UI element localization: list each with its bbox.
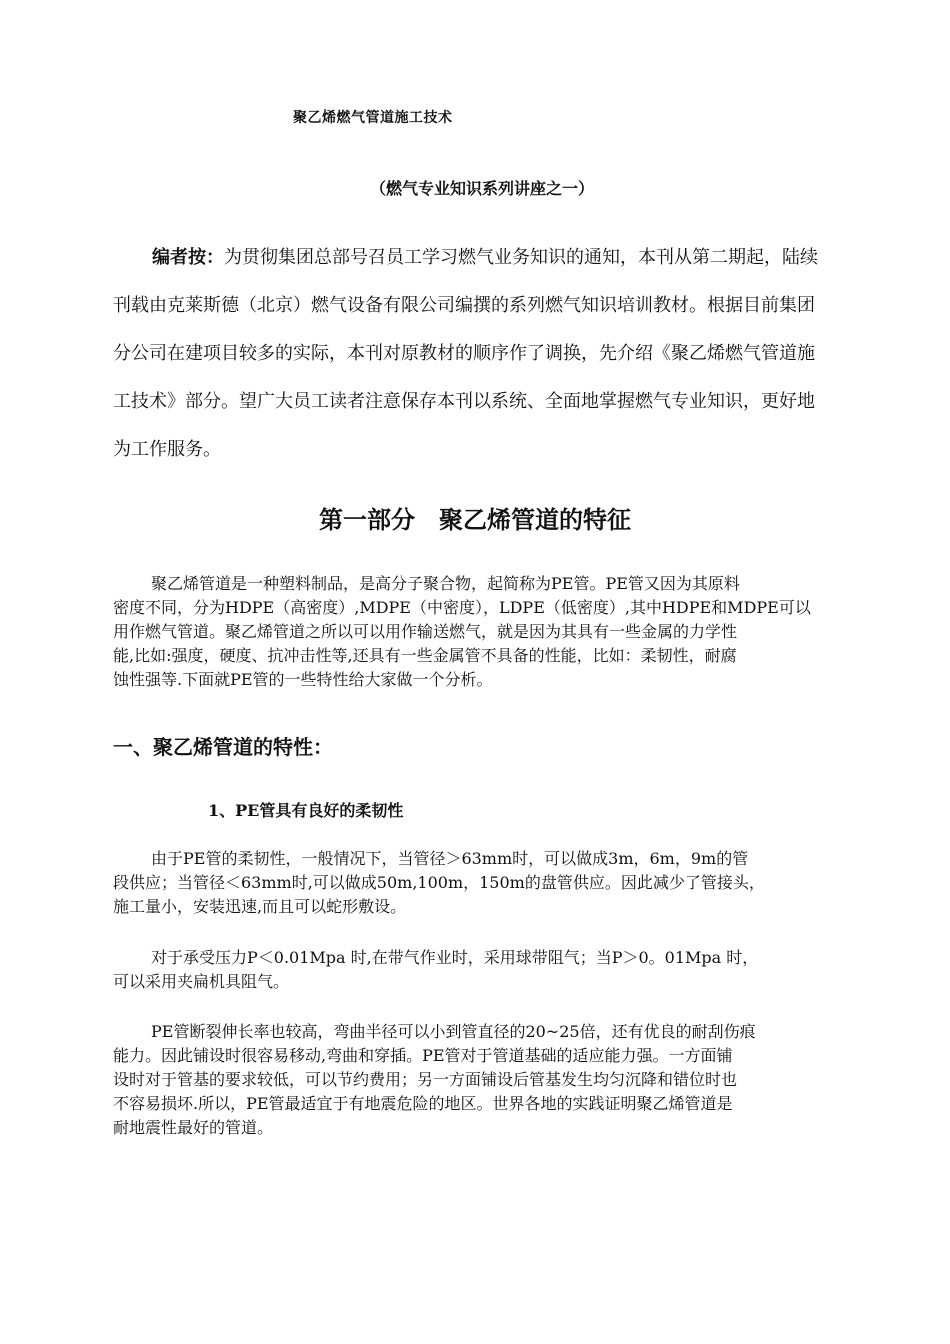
section-heading: 一、聚乙烯管道的特性：	[113, 735, 333, 759]
document-title: 聚乙烯燃气管道施工技术	[293, 110, 453, 126]
paragraph-line: PE管断裂伸长率也较高，弯曲半径可以小到管直径的20~25倍，还有优良的耐刮伤痕	[151, 1022, 756, 1041]
intro-paragraph	[113, 572, 863, 692]
paragraph-line: 用作燃气管道。聚乙烯管道之所以可以用作输送燃气，就是因为其具有一些金属的力学性	[113, 622, 738, 641]
document-subtitle: （燃气专业知识系列讲座之一）	[370, 179, 595, 198]
paragraph-line: 耐地震性最好的管道。	[113, 1118, 274, 1137]
editor-note-label: 编者按：	[152, 247, 224, 268]
paragraph-line: 能力。因此铺设时很容易移动,弯曲和穿插。PE管对于管道基础的适应能力强。一方面铺	[113, 1046, 733, 1065]
editor-note	[113, 234, 863, 474]
paragraph-line: 段供应；当管径＜63mm时,可以做成50m,100m，150m的盘管供应。因此减少了管接头，	[113, 873, 765, 892]
editor-note-line: 分公司在建项目较多的实际，本刊对原教材的顺序作了调换，先介绍《聚乙烯燃气管道施	[113, 343, 815, 364]
editor-note-line	[113, 234, 863, 282]
editor-note-line: 工技术》部分。望广大员工读者注意保存本刊以系统、全面地掌握燃气专业知识，更好地	[113, 391, 815, 412]
paragraph-line: 可以采用夹扁机具阻气。	[113, 972, 290, 991]
editor-note-line: 刊载由克莱斯德（北京）燃气设备有限公司编撰的系列燃气知识培训教材。根据目前集团	[113, 295, 815, 316]
paragraph-line: 不容易损坏.所以，PE管最适宜于有地震危险的地区。世界各地的实践证明聚乙烯管道是	[113, 1094, 733, 1113]
paragraph-line: 蚀性强等.下面就PE管的一些特性给大家做一个分析。	[113, 670, 493, 689]
editor-note-line: 为工作服务。	[113, 439, 221, 460]
sub-heading: 1、PE管具有良好的柔韧性	[208, 801, 404, 820]
flexibility-paragraph	[113, 847, 863, 919]
paragraph-line: 对于承受压力P＜0.01Mpa 时,在带气作业时，采用球带阻气；当P＞0。01Mpa 时，	[151, 948, 759, 967]
paragraph-line: 施工量小，安装迅速,而且可以蛇形敷设。	[113, 897, 407, 916]
paragraph-line: 聚乙烯管道是一种塑料制品，是高分子聚合物，起简称为PE管。PE管又因为其原料	[151, 574, 740, 593]
part-heading: 第一部分 聚乙烯管道的特征	[319, 506, 631, 534]
pressure-paragraph	[113, 946, 863, 994]
paragraph-line: 设时对于管基的要求较低，可以节约费用；另一方面铺设后管基发生均匀沉降和错位时也	[113, 1070, 738, 1089]
elongation-paragraph	[113, 1020, 863, 1140]
paragraph-line: 能,比如:强度，硬度、抗冲击性等,还具有一些金属管不具备的性能，比如：柔韧性，耐腐	[113, 646, 737, 665]
editor-note-text: 为贯彻集团总部号召员工学习燃气业务知识的通知，本刊从第二期起，陆续	[224, 247, 818, 268]
paragraph-line: 由于PE管的柔韧性，一般情况下，当管径＞63mm时，可以做成3m，6m，9m的管	[151, 849, 749, 868]
paragraph-line: 密度不同，分为HDPE（高密度）,MDPE（中密度），LDPE（低密度）,其中HDPE和MDPE可以	[113, 598, 811, 617]
